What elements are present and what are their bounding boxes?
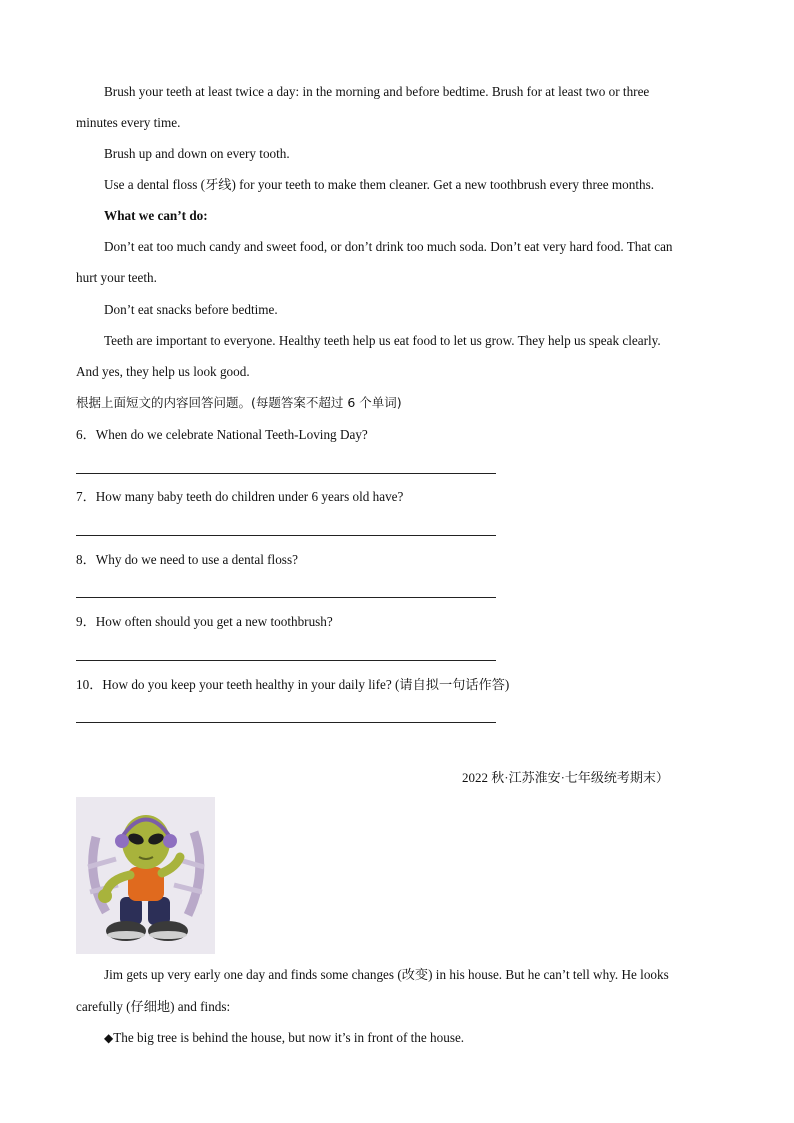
answer-line-9[interactable] [76, 660, 496, 661]
alien-illustration [76, 797, 215, 954]
question-7: 7．How many baby teeth do children under 6 years old have? [76, 489, 404, 504]
answer-line-8[interactable] [76, 597, 496, 598]
answer-line-7[interactable] [76, 535, 496, 536]
passage1-line: Don’t eat snacks before bedtime. [104, 302, 278, 317]
bullet-item: ◆The big tree is behind the house, but now it’s in front of the house. [104, 1030, 465, 1045]
passage1-line: hurt your teeth. [76, 270, 157, 285]
passage1-line: minutes every time. [76, 115, 181, 130]
passage1-line: Brush up and down on every tooth. [104, 146, 290, 161]
question-8: 8．Why do we need to use a dental floss? [76, 552, 298, 567]
section-heading: What we can’t do: [104, 208, 208, 223]
passage1-line: Don’t eat too much candy and sweet food, or don’t drink too much soda. Don’t eat very hard food. That can [104, 239, 673, 254]
passage2-line: carefully (仔细地) and finds: [76, 999, 231, 1014]
instruction-text: 根据上面短文的内容回答问题。(每题答案不超过 6 个单词) [76, 395, 402, 410]
source-citation: 2022 秋·江苏淮安·七年级统考期末） [462, 770, 669, 785]
answer-line-6[interactable] [76, 473, 496, 474]
question-9: 9．How often should you get a new toothbrush? [76, 614, 333, 629]
passage2-line: Jim gets up very early one day and finds some changes (改变) in his house. But he can’t tell why. He looks [104, 967, 669, 982]
answer-line-10[interactable] [76, 722, 496, 723]
passage1-line: Brush your teeth at least twice a day: in the morning and before bedtime. Brush for at least two or three [104, 84, 650, 99]
diamond-bullet-icon: ◆ [104, 1031, 114, 1045]
passage1-line: Teeth are important to everyone. Healthy teeth help us eat food to let us grow. They help us speak clearly. [104, 333, 661, 348]
passage1-line: And yes, they help us look good. [76, 364, 250, 379]
passage1-line: Use a dental floss (牙线) for your teeth to make them cleaner. Get a new toothbrush every three months. [104, 177, 655, 192]
question-6: 6．When do we celebrate National Teeth-Loving Day? [76, 427, 368, 442]
question-10: 10．How do you keep your teeth healthy in your daily life? (请自拟一句话作答) [76, 677, 510, 692]
